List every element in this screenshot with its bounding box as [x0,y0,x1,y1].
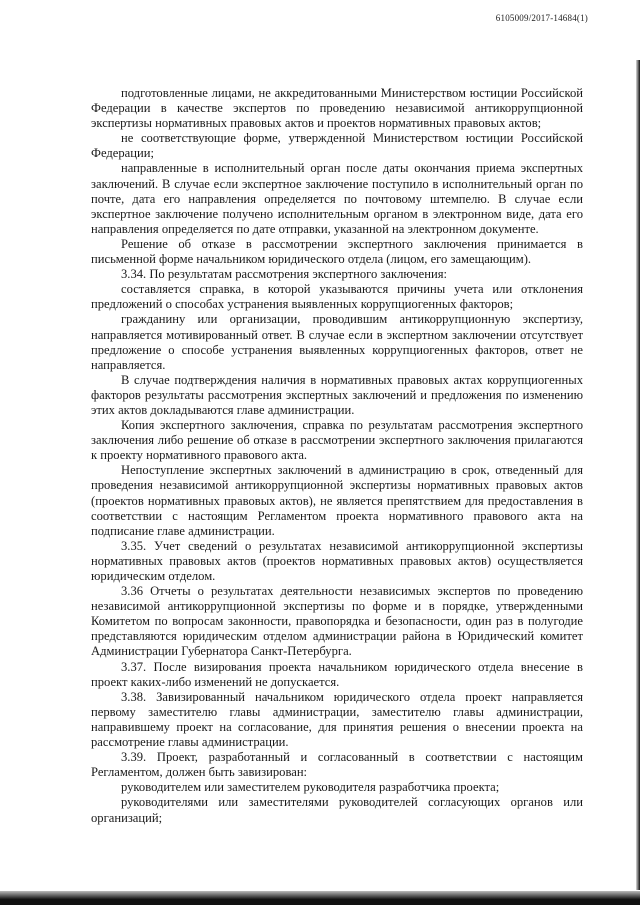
section-3-37: 3.37. После визирования проекта начальником юридического отдела внесение в проект каких-либо изменений не допускается. [91,659,583,689]
paragraph: составляется справка, в которой указываются причины учета или отклонения предложений о способах устранения выявленных коррупциогенных факторов; [91,282,583,312]
paragraph: не соответствующие форме, утвержденной Министерством юстиции Российской Федерации; [91,131,583,161]
paragraph: руководителем или заместителем руководителя разработчика проекта; [121,780,500,795]
paragraph: Непоступление экспертных заключений в администрацию в срок, отведенный для проведения независимой антикоррупционной экспертизы нормативных правовых актов (проектов нормативных правовых актов), не является препятствием для предоставления в соответствии с настоящим Регламентом проекта нормативного правового акта на подписание главе администрации. [91,463,583,538]
paragraph: Копия экспертного заключения, справка по результатам рассмотрения экспертного заключения либо решение об отказе в рассмотрении экспертного заключения прилагаются к проекту нормативного правового акта. [91,418,583,463]
scan-edge-bottom [0,891,640,905]
section-3-36: 3.36 Отчеты о результатах деятельности независимых экспертов по проведению независимой антикоррупционной экспертизы по форме и в порядке, утвержденными Комитетом по вопросам законности, правопорядка и безопасности, один раз в полугодие представляются юридическим отделом администрации района в Юридический комитет Администрации Губернатора Санкт-Петербурга. [91,584,583,659]
paragraph: Решение об отказе в рассмотрении экспертного заключения принимается в письменной форме начальником юридического отдела (лицом, его замещающим). [91,236,583,267]
paragraph: направленные в исполнительный орган после даты окончания приема экспертных заключений. В случае если экспертное заключение поступило в исполнительный орган по почте, дата его направления определяется по почтовому штемпелю. В случае если экспертное заключение получено исполнительным органом в электронном виде, дата его направления определяется по дате отправки, указанной на электронном документе. [91,161,583,236]
scan-edge-right [636,60,640,890]
document-body [91,86,583,826]
paragraph: руководителями или заместителями руководителей согласующих органов или организаций; [91,795,583,825]
section-3-39: 3.39. Проект, разработанный и согласованный в соответствии с настоящим Регламентом, должен быть завизирован: [91,750,583,780]
paragraph: В случае подтверждения наличия в нормативных правовых актах коррупциогенных факторов результаты рассмотрения экспертных заключений и предложения по изменению этих актов докладываются главе администрации. [91,372,583,417]
section-3-34: 3.34. По результатам рассмотрения экспертного заключения: [121,267,448,282]
paragraph: гражданину или организации, проводившим антикоррупционную экспертизу, направляется мотивированный ответ. В случае если в экспертном заключении отсутствует предложение о способе устранения выявленных коррупциогенных факторов, ответ не направляется. [91,312,583,372]
section-3-38: 3.38. Завизированный начальником юридического отдела проект направляется первому заместителю главы администрации, заместителю главы администрации, направившему проект на согласование, для принятия решения о внесении проекта на рассмотрение главы администрации. [91,689,583,750]
document-id: 6105009/2017-14684(1) [495,13,588,23]
paragraph: подготовленные лицами, не аккредитованными Министерством юстиции Российской Федерации в качестве экспертов по проведению независимой антикоррупционной экспертизы нормативных правовых актов и проектов нормативных правовых актов; [91,86,583,131]
section-3-35: 3.35. Учет сведений о результатах независимой антикоррупционной экспертизы нормативных правовых актов (проектов нормативных правовых актов) осуществляется юридическим отделом. [91,538,583,583]
